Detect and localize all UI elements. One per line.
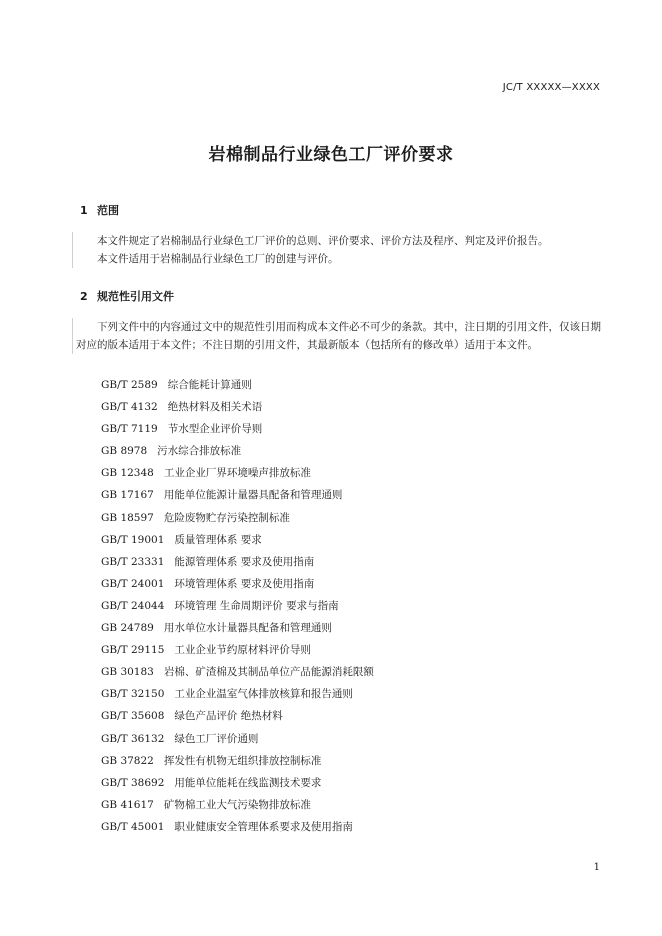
reference-code: GB/T 38692 bbox=[101, 776, 165, 789]
reference-item bbox=[101, 577, 374, 599]
reference-title: 绿色工厂评价通则 bbox=[174, 732, 259, 745]
paragraph: 下列文件中的内容通过文中的规范性引用而构成本文件必不可少的条款。其中，注日期的引用文件，仅该日期对应的版本适用于本文件；不注日期的引用文件，其最新版本（包括所有的修改单）适用于本文件。 bbox=[76, 321, 601, 351]
page-number: 1 bbox=[593, 862, 600, 873]
paragraph: 本文件规定了岩棉制品行业绿色工厂评价的总则、评价要求、评价方法及程序、判定及评价报告。 bbox=[97, 235, 549, 247]
reference-code: GB/T 4132 bbox=[101, 401, 158, 414]
reference-code: GB/T 35608 bbox=[101, 710, 165, 723]
reference-title: 用水单位水计量器具配备和管理通则 bbox=[163, 622, 332, 635]
document-title: 岩棉制品行业绿色工厂评价要求 bbox=[208, 145, 454, 165]
reference-code: GB 17167 bbox=[101, 489, 154, 502]
reference-code: GB/T 45001 bbox=[101, 820, 165, 833]
scope-paragraphs bbox=[72, 232, 606, 268]
reference-title: 用能单位能源计量器具配备和管理通则 bbox=[163, 489, 343, 502]
reference-code: GB 18597 bbox=[101, 511, 154, 524]
reference-title: 危险废物贮存污染控制标准 bbox=[163, 511, 290, 524]
reference-item bbox=[101, 776, 374, 798]
reference-title: 绝热材料及相关术语 bbox=[167, 401, 263, 414]
reference-title: 污水综合排放标准 bbox=[157, 445, 242, 458]
reference-item bbox=[101, 599, 374, 621]
reference-title: 工业企业温室气体排放核算和报告通则 bbox=[174, 688, 353, 701]
reference-item bbox=[101, 665, 374, 687]
reference-code: GB/T 24001 bbox=[101, 577, 165, 590]
reference-code: GB 37822 bbox=[101, 754, 154, 767]
reference-title: 质量管理体系 要求 bbox=[174, 533, 262, 546]
reference-title: 能源管理体系 要求及使用指南 bbox=[174, 555, 315, 568]
reference-code: GB/T 29115 bbox=[101, 644, 165, 657]
reference-title: 用能单位能耗在线监测技术要求 bbox=[174, 776, 322, 789]
section-title: 范围 bbox=[97, 204, 119, 217]
reference-title: 岩棉、矿渣棉及其制品单位产品能源消耗限额 bbox=[163, 666, 374, 679]
reference-title: 综合能耗计算通则 bbox=[167, 379, 252, 391]
reference-code: GB 8978 bbox=[101, 445, 148, 458]
reference-title: 工业企业节约原材料评价导则 bbox=[174, 644, 311, 657]
section-number: 2 bbox=[80, 290, 88, 303]
reference-title: 环境管理体系 要求及使用指南 bbox=[174, 577, 315, 590]
reference-item bbox=[101, 798, 374, 820]
reference-item bbox=[101, 444, 374, 466]
reference-code: GB/T 23331 bbox=[101, 555, 165, 568]
reference-item bbox=[101, 511, 374, 533]
standard-code: JC/T XXXXX—XXXX bbox=[502, 82, 600, 93]
reference-item bbox=[101, 820, 374, 842]
reference-title: 绿色产品评价 绝热材料 bbox=[174, 710, 283, 723]
reference-item bbox=[101, 466, 374, 488]
reference-item bbox=[101, 488, 374, 510]
reference-code: GB/T 19001 bbox=[101, 533, 165, 546]
reference-title: 节水型企业评价导则 bbox=[167, 423, 263, 436]
reference-item bbox=[101, 732, 374, 754]
reference-code: GB 12348 bbox=[101, 467, 154, 480]
reference-code: GB/T 24044 bbox=[101, 599, 165, 612]
section-number: 1 bbox=[80, 204, 88, 217]
reference-item bbox=[101, 555, 374, 577]
section-title: 规范性引用文件 bbox=[97, 290, 174, 303]
reference-item bbox=[101, 709, 374, 731]
reference-code: GB/T 2589 bbox=[101, 379, 158, 391]
reference-item bbox=[101, 400, 374, 422]
reference-code: GB 30183 bbox=[101, 666, 154, 679]
paragraph: 本文件适用于岩棉制品行业绿色工厂的创建与评价。 bbox=[97, 253, 339, 265]
section-heading-normative-references bbox=[80, 288, 174, 304]
reference-code: GB/T 36132 bbox=[101, 732, 165, 745]
section-heading-scope bbox=[80, 202, 119, 218]
reference-item bbox=[101, 378, 374, 400]
reference-code: GB 41617 bbox=[101, 798, 154, 811]
reference-title: 职业健康安全管理体系要求及使用指南 bbox=[174, 820, 353, 833]
reference-title: 矿物棉工业大气污染物排放标准 bbox=[163, 798, 311, 811]
reference-code: GB/T 32150 bbox=[101, 688, 165, 701]
reference-code: GB/T 7119 bbox=[101, 423, 158, 436]
reference-code: GB 24789 bbox=[101, 622, 154, 635]
reference-title: 工业企业厂界环境噪声排放标准 bbox=[163, 467, 311, 480]
references-intro bbox=[72, 318, 606, 354]
reference-item bbox=[101, 643, 374, 665]
reference-list bbox=[101, 378, 374, 842]
reference-title: 环境管理 生命周期评价 要求与指南 bbox=[174, 599, 339, 612]
reference-item bbox=[101, 621, 374, 643]
reference-title: 挥发性有机物无组织排放控制标准 bbox=[163, 754, 322, 767]
reference-item bbox=[101, 422, 374, 444]
reference-item bbox=[101, 754, 374, 776]
reference-item bbox=[101, 687, 374, 709]
reference-item bbox=[101, 533, 374, 555]
